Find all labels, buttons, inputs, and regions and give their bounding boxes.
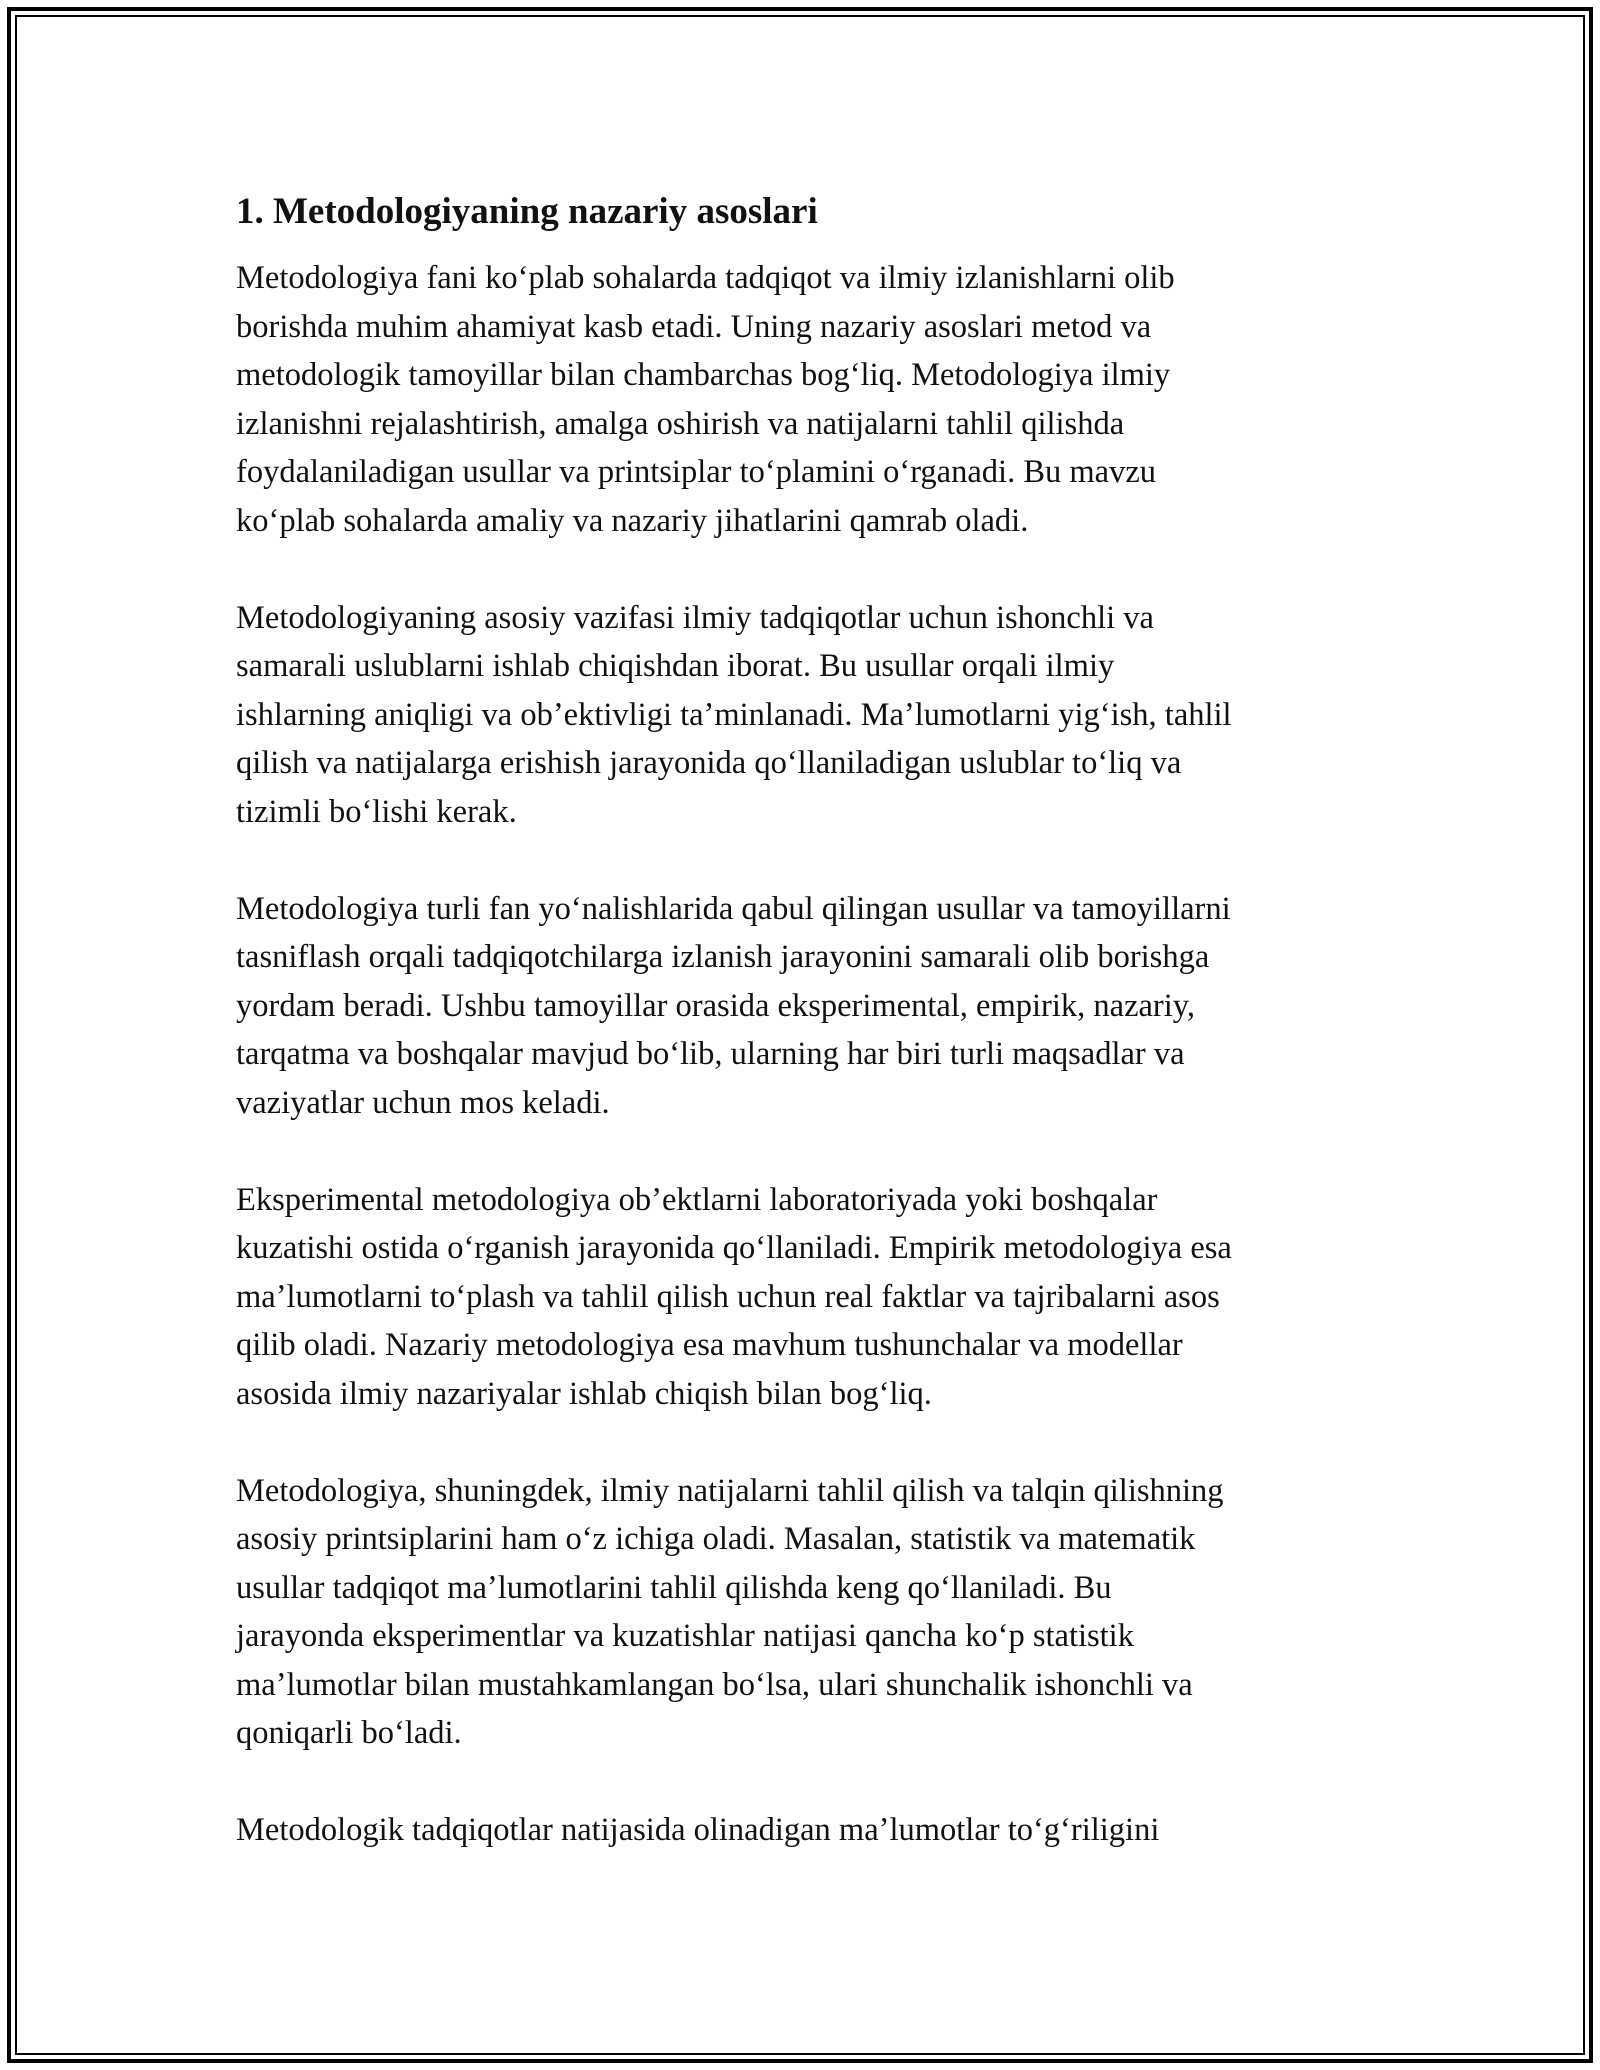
paragraph-3: Metodologiya turli fan yoʻnalishlarida qabul qilingan usullar va tamoyillarni tasniflash orqali tadqiqotchilarga izlanish jarayonini samarali olib borishga yordam beradi. Ushbu tamoyillar orasida eksperimental, empirik, nazariy, tarqatma va boshqalar mavjud boʻlib, ularning har biri turli maqsadlar va vaziyatlar uchun mos keladi. (236, 890, 1231, 1121)
paragraph-5: Metodologiya, shuningdek, ilmiy natijalarni tahlil qilish va talqin qilishning asosiy printsiplarini ham oʻz ichiga oladi. Masalan, statistik va matematik usullar tadqiqot maʼlumotlarini tahlil qilishda keng qoʻllaniladi. Bu jarayonda eksperimentlar va kuzatishlar natijasi qancha koʻp statistik maʼlumotlar bilan mustahkamlangan boʻlsa, ulari shunchalik ishonchli va qoniqarli boʻladi. (236, 1472, 1224, 1751)
paragraph-6: Metodologik tadqiqotlar natijasida olinadigan maʼlumotlar toʻgʻriligini (236, 1812, 1160, 1848)
paragraph-4: Eksperimental metodologiya obʼektlarni laboratoriyada yoki boshqalar kuzatishi ostida oʻrganish jarayonida qoʻllaniladi. Empirik metodologiya esa maʼlumotlarni toʻplash va tahlil qilish uchun real faktlar va tajribalarni asos qilib oladi. Nazariy metodologiya esa mavhum tushunchalar va modellar asosida ilmiy nazariyalar ishlab chiqish bilan bogʻliq. (236, 1181, 1232, 1412)
paragraph-2: Metodologiyaning asosiy vazifasi ilmiy tadqiqotlar uchun ishonchli va samarali uslublarni ishlab chiqishdan iborat. Bu usullar orqali ilmiy ishlarning aniqligi va obʼektivligi taʼminlanadi. Maʼlumotlarni yigʻish, tahlil qilish va natijalarga erishish jarayonida qoʻllaniladigan uslublar toʻliq va tizimli boʻlishi kerak. (236, 599, 1232, 830)
section-heading: 1. Metodologiyaning nazariy asoslari (236, 191, 818, 232)
document-body (236, 186, 1376, 1903)
paragraph-1: Metodologiya fani koʻplab sohalarda tadqiqot va ilmiy izlanishlarni olib borishda muhim ahamiyat kasb etadi. Uning nazariy asoslari metod va metodologik tamoyillar bilan chambarchas bogʻliq. Metodologiya ilmiy izlanishni rejalashtirish, amalga oshirish va natijalarni tahlil qilishda foydalaniladigan usullar va printsiplar toʻplamini oʻrganadi. Bu mavzu koʻplab sohalarda amaliy va nazariy jihatlarini qamrab oladi. (236, 260, 1175, 539)
